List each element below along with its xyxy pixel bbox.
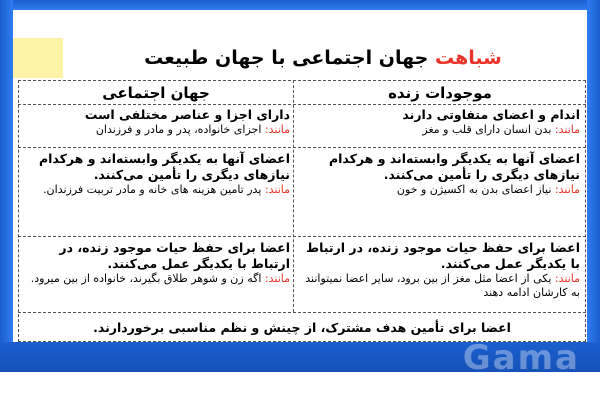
cell-example	[22, 272, 290, 286]
table-row-divider	[18, 147, 586, 148]
example-text: نیاز اعضای بدن به اکسیژن و خون	[396, 183, 555, 196]
cell-statement: اعضای آنها به یکدیگر وابسته‌اند و هرکدام نیازهای دیگری را تأمین می‌کنند.	[38, 151, 290, 182]
example-text: اگه زن و شوهر طلاق بگیرند، خانواده از بین میرود.	[30, 272, 265, 285]
example-label: مانند:	[264, 183, 290, 196]
table-row-divider	[18, 236, 586, 237]
example-label: مانند:	[264, 272, 290, 285]
cell-example	[300, 123, 580, 137]
cell-example	[300, 183, 580, 197]
example-label: مانند:	[264, 123, 290, 136]
cell-left-row2	[22, 151, 290, 197]
example-label: مانند:	[554, 272, 580, 285]
gama-watermark-logo: Gama	[462, 338, 580, 378]
title-highlight-box	[13, 38, 63, 78]
table-column-divider	[293, 80, 294, 312]
cell-left-row1	[22, 107, 290, 137]
example-label: مانند:	[554, 183, 580, 196]
cell-statement: دارای اجزا و عناصر مختلفی است	[84, 107, 290, 122]
top-border-bar	[13, 0, 600, 10]
cell-statement: اعضا برای حفظ حیات موجود زنده، در ارتباط با یکدیگر عمل می‌کنند.	[306, 240, 580, 271]
table-footer-summary: اعضا برای تأمین هدف مشترک، از چینش و نظم مناسبی برخوردارند.	[93, 319, 511, 335]
example-text: پدر تامین هزینه های خانه و مادر تربیت فرزندان.	[43, 183, 265, 196]
cell-example	[300, 272, 580, 300]
cell-statement: اعضای آنها به یکدیگر وابسته‌اند و هرکدام نیازهای دیگری را تأمین می‌کنند.	[328, 151, 580, 182]
table-row-divider	[18, 104, 586, 105]
slide-title	[63, 38, 583, 78]
cell-example	[22, 123, 290, 137]
example-label: مانند:	[554, 123, 580, 136]
title-rest: جهان اجتماعی با جهان طبیعت	[144, 47, 435, 69]
left-border-bar	[0, 0, 13, 372]
cell-right-row1	[300, 107, 580, 137]
cell-example	[22, 183, 290, 197]
col-header-living-beings: موجودات زنده	[388, 84, 492, 102]
cell-statement: اندام و اعضای متفاوتی دارند	[402, 107, 580, 122]
cell-right-row3	[300, 240, 580, 300]
cell-right-row2	[300, 151, 580, 197]
right-border-bar	[587, 0, 600, 372]
example-text: بدن انسان دارای قلب و مغز	[422, 123, 555, 136]
title-accent: شباهت	[434, 47, 502, 69]
example-text: اجزای خانواده، پدر و مادر و فرزندان	[95, 123, 265, 136]
cell-left-row3	[22, 240, 290, 286]
col-header-social-world: جهان اجتماعی	[102, 84, 210, 102]
cell-statement: اعضا برای حفظ حیات موجود زنده، در ارتباط با یکدیگر عمل می‌کنند.	[59, 240, 290, 271]
example-text: یکی از اعضا مثل مغز از بین برود، سایر اعضا نمیتوانند به کارشان ادامه دهند	[305, 272, 580, 299]
